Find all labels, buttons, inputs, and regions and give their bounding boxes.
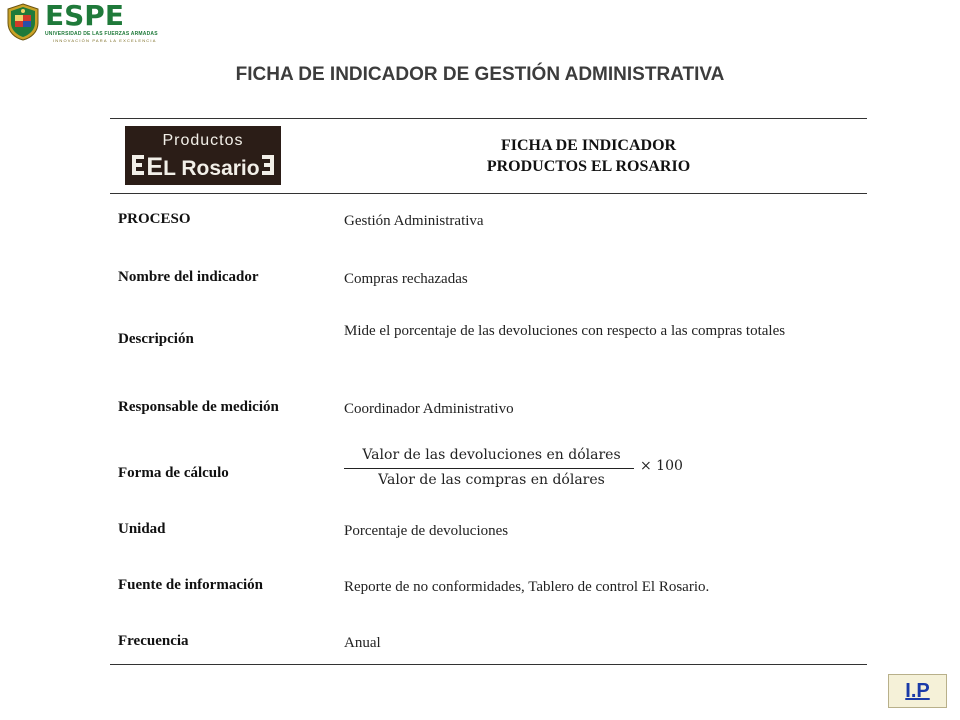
row-label: Forma de cálculo bbox=[118, 465, 229, 481]
row-value: Coordinador Administrativo bbox=[344, 401, 514, 417]
card-title-line2: PRODUCTOS EL ROSARIO bbox=[486, 158, 691, 175]
rosario-logo-initial: E bbox=[146, 153, 164, 181]
espe-seal-icon bbox=[5, 3, 41, 41]
row-value: Reporte de no conformidades, Tablero de control El Rosario. bbox=[344, 579, 710, 595]
ip-link-button[interactable]: I.P bbox=[888, 674, 947, 708]
espe-wordmark: ESPE bbox=[45, 0, 124, 32]
espe-subtitle: UNIVERSIDAD DE LAS FUERZAS ARMADAS bbox=[45, 31, 158, 37]
row-label: Frecuencia bbox=[118, 633, 189, 649]
rosario-logo bbox=[125, 126, 281, 185]
indicator-card bbox=[110, 118, 867, 665]
page-title: FICHA DE INDICADOR DE GESTIÓN ADMINISTRATIVA bbox=[235, 64, 725, 85]
row-value: Compras rechazadas bbox=[344, 271, 468, 287]
rosario-logo-rest: L Rosario bbox=[163, 157, 260, 180]
row-label: Fuente de información bbox=[118, 577, 263, 593]
row-value: Gestión Administrativa bbox=[344, 213, 484, 229]
fraction-bar bbox=[344, 468, 634, 469]
espe-logo bbox=[5, 0, 158, 43]
formula-denominator: Valor de las compras en dólares bbox=[378, 472, 605, 488]
formula-fraction bbox=[344, 447, 639, 489]
card-title bbox=[410, 135, 767, 177]
rosario-ornament-right-icon bbox=[261, 154, 275, 176]
row-label: PROCESO bbox=[118, 211, 191, 227]
rosario-logo-bottom bbox=[125, 153, 281, 182]
row-label: Unidad bbox=[118, 521, 166, 537]
row-label: Responsable de medición bbox=[118, 399, 279, 415]
row-value: Anual bbox=[344, 635, 381, 651]
card-title-line1: FICHA DE INDICADOR bbox=[500, 137, 677, 154]
formula-numerator: Valor de las devoluciones en dólares bbox=[362, 447, 621, 463]
formula-multiplier: × 100 bbox=[640, 458, 683, 474]
calculation-formula bbox=[344, 447, 724, 489]
row-value: Porcentaje de devoluciones bbox=[344, 523, 509, 539]
row-label: Nombre del indicador bbox=[118, 269, 259, 285]
row-label: Descripción bbox=[118, 331, 194, 347]
rosario-logo-top: Productos bbox=[162, 132, 244, 149]
card-header bbox=[110, 119, 867, 194]
espe-tagline: INNOVACIÓN PARA LA EXCELENCIA bbox=[53, 38, 157, 43]
row-value: Mide el porcentaje de las devoluciones con respecto a las compras totales bbox=[344, 323, 786, 339]
